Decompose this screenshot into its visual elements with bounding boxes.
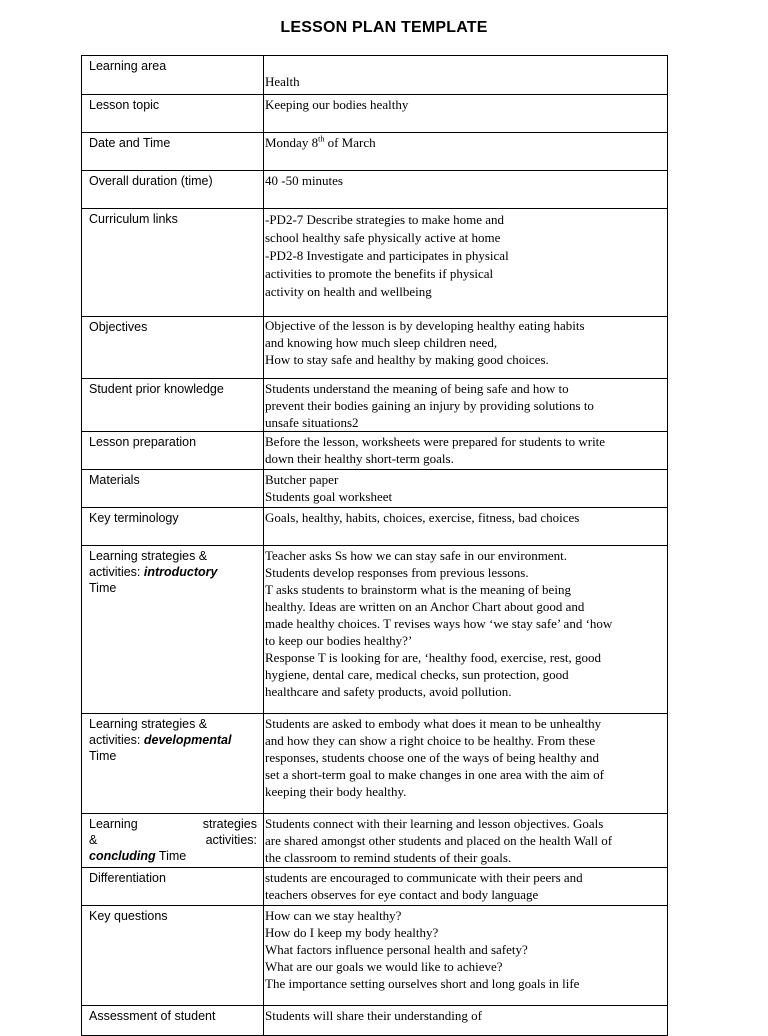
label-concluding (82, 814, 264, 868)
row-assessment (82, 1006, 668, 1036)
concluding-line: the classroom to remind students of their goals. (265, 850, 512, 865)
developmental-line: keeping their body healthy. (265, 784, 407, 799)
introductory-label-emph: introductory (143, 565, 218, 579)
curriculum-line: activities to promote the benefits if physical (265, 266, 494, 281)
objective-line: How to stay safe and healthy by making good choices. (265, 352, 549, 367)
row-materials (82, 470, 668, 508)
learning-area-text: Health (265, 74, 300, 89)
date-suffix: th (318, 134, 325, 144)
value-learning-area (264, 56, 668, 95)
label-date-time: Date and Time (82, 133, 264, 171)
row-curriculum (82, 209, 668, 317)
introductory-line: made healthy choices. T revises ways how ‘we stay safe’ and ‘how (265, 616, 613, 631)
value-terminology: Goals, healthy, habits, choices, exercise, fitness, bad choices (264, 508, 668, 546)
developmental-line: set a short-term goal to make changes in one area with the aim of (265, 767, 604, 782)
concluding-label-line1: Learning strategies (89, 817, 257, 831)
value-materials (264, 470, 668, 508)
document-title: LESSON PLAN TEMPLATE (280, 19, 488, 36)
row-key-questions (82, 906, 668, 1006)
objective-line: Objective of the lesson is by developing healthy eating habits (265, 318, 585, 333)
date-text: Monday 8 (265, 135, 319, 150)
value-assessment: Students will share their understanding of (264, 1006, 668, 1036)
value-differentiation (264, 868, 668, 906)
row-learning-area (82, 56, 668, 95)
differentiation-line: teachers observes for eye contact and body language (265, 887, 539, 902)
label-curriculum: Curriculum links (82, 209, 264, 317)
label-introductory (82, 546, 264, 714)
introductory-line: Response T is looking for are, ‘healthy food, exercise, rest, good (265, 650, 601, 665)
row-objectives (82, 317, 668, 379)
preparation-line: Before the lesson, worksheets were prepared for students to write (265, 434, 606, 449)
value-introductory (264, 546, 668, 714)
label-terminology: Key terminology (82, 508, 264, 546)
prior-knowledge-line: unsafe situations2 (265, 415, 359, 430)
curriculum-line: school healthy safe physically active at home (265, 230, 501, 245)
key-question-line: How do I keep my body healthy? (265, 925, 439, 940)
row-duration (82, 171, 668, 209)
introductory-label-text: Learning strategies & activities: (89, 549, 208, 579)
label-materials: Materials (82, 470, 264, 508)
date-month: of March (324, 135, 376, 150)
introductory-line: hygiene, dental care, medical checks, sun protection, good (265, 667, 569, 682)
value-preparation (264, 432, 668, 470)
prior-knowledge-line: Students understand the meaning of being safe and how to (265, 381, 569, 396)
label-learning-area: Learning area (82, 56, 264, 95)
developmental-line: responses, students choose one of the ways of being healthy and (265, 750, 599, 765)
concluding-label-emph: concluding (89, 849, 156, 863)
value-key-questions (264, 906, 668, 1006)
value-concluding (264, 814, 668, 868)
label-objectives: Objectives (82, 317, 264, 379)
row-prior-knowledge (82, 379, 668, 432)
concluding-line: are shared amongst other students and placed on the health Wall of (265, 833, 613, 848)
value-developmental (264, 714, 668, 814)
materials-line: Students goal worksheet (265, 489, 393, 504)
key-question-line: The importance setting ourselves short and long goals in life (265, 976, 580, 991)
row-introductory (82, 546, 668, 714)
row-terminology (82, 508, 668, 546)
introductory-line: healthy. Ideas are written on an Anchor Chart about good and (265, 599, 585, 614)
row-differentiation (82, 868, 668, 906)
label-assessment: Assessment of student (82, 1006, 264, 1036)
label-duration: Overall duration (time) (82, 171, 264, 209)
introductory-line: T asks students to brainstorm what is the meaning of being (265, 582, 571, 597)
preparation-line: down their healthy short-term goals. (265, 451, 454, 466)
developmental-label-time: Time (89, 749, 117, 763)
materials-line: Butcher paper (265, 472, 339, 487)
value-curriculum (264, 209, 668, 317)
developmental-label-emph: developmental (143, 733, 232, 747)
developmental-line: and how they can show a right choice to be healthy. From these (265, 733, 596, 748)
introductory-line: Students develop responses from previous lessons. (265, 565, 529, 580)
row-lesson-topic (82, 95, 668, 133)
value-date-time (264, 133, 668, 171)
differentiation-line: students are encouraged to communicate with their peers and (265, 870, 583, 885)
value-lesson-topic: Keeping our bodies healthy (264, 95, 668, 133)
curriculum-line: -PD2-8 Investigate and participates in physical (265, 248, 509, 263)
value-duration: 40 -50 minutes (264, 171, 668, 209)
prior-knowledge-line: prevent their bodies gaining an injury by providing solutions to (265, 398, 594, 413)
curriculum-line: activity on health and wellbeing (265, 284, 432, 299)
objective-line: and knowing how much sleep children need, (265, 335, 498, 350)
curriculum-line: -PD2-7 Describe strategies to make home and (265, 212, 504, 227)
label-lesson-topic: Lesson topic (82, 95, 264, 133)
lesson-plan-table (81, 55, 668, 1036)
concluding-line: Students connect with their learning and lesson objectives. Goals (265, 816, 604, 831)
label-prior-knowledge: Student prior knowledge (82, 379, 264, 432)
label-developmental (82, 714, 264, 814)
row-date-time (82, 133, 668, 171)
key-question-line: How can we stay healthy? (265, 908, 402, 923)
row-developmental (82, 714, 668, 814)
concluding-label-time: Time (155, 849, 187, 863)
concluding-label-line2: & activities: (89, 833, 257, 847)
key-question-line: What are our goals we would like to achieve? (265, 959, 503, 974)
row-concluding (82, 814, 668, 868)
value-prior-knowledge (264, 379, 668, 432)
label-preparation: Lesson preparation (82, 432, 264, 470)
introductory-line: Teacher asks Ss how we can stay safe in our environment. (265, 548, 567, 563)
introductory-line: to keep our bodies healthy?’ (265, 633, 413, 648)
introductory-line: healthcare and safety products, avoid pollution. (265, 684, 512, 699)
developmental-label-text: Learning strategies & activities: (89, 717, 208, 747)
key-question-line: What factors influence personal health and safety? (265, 942, 528, 957)
value-objectives (264, 317, 668, 379)
label-differentiation: Differentiation (82, 868, 264, 906)
introductory-label-time: Time (89, 581, 117, 595)
row-preparation (82, 432, 668, 470)
developmental-line: Students are asked to embody what does it mean to be unhealthy (265, 716, 602, 731)
label-key-questions: Key questions (82, 906, 264, 1006)
